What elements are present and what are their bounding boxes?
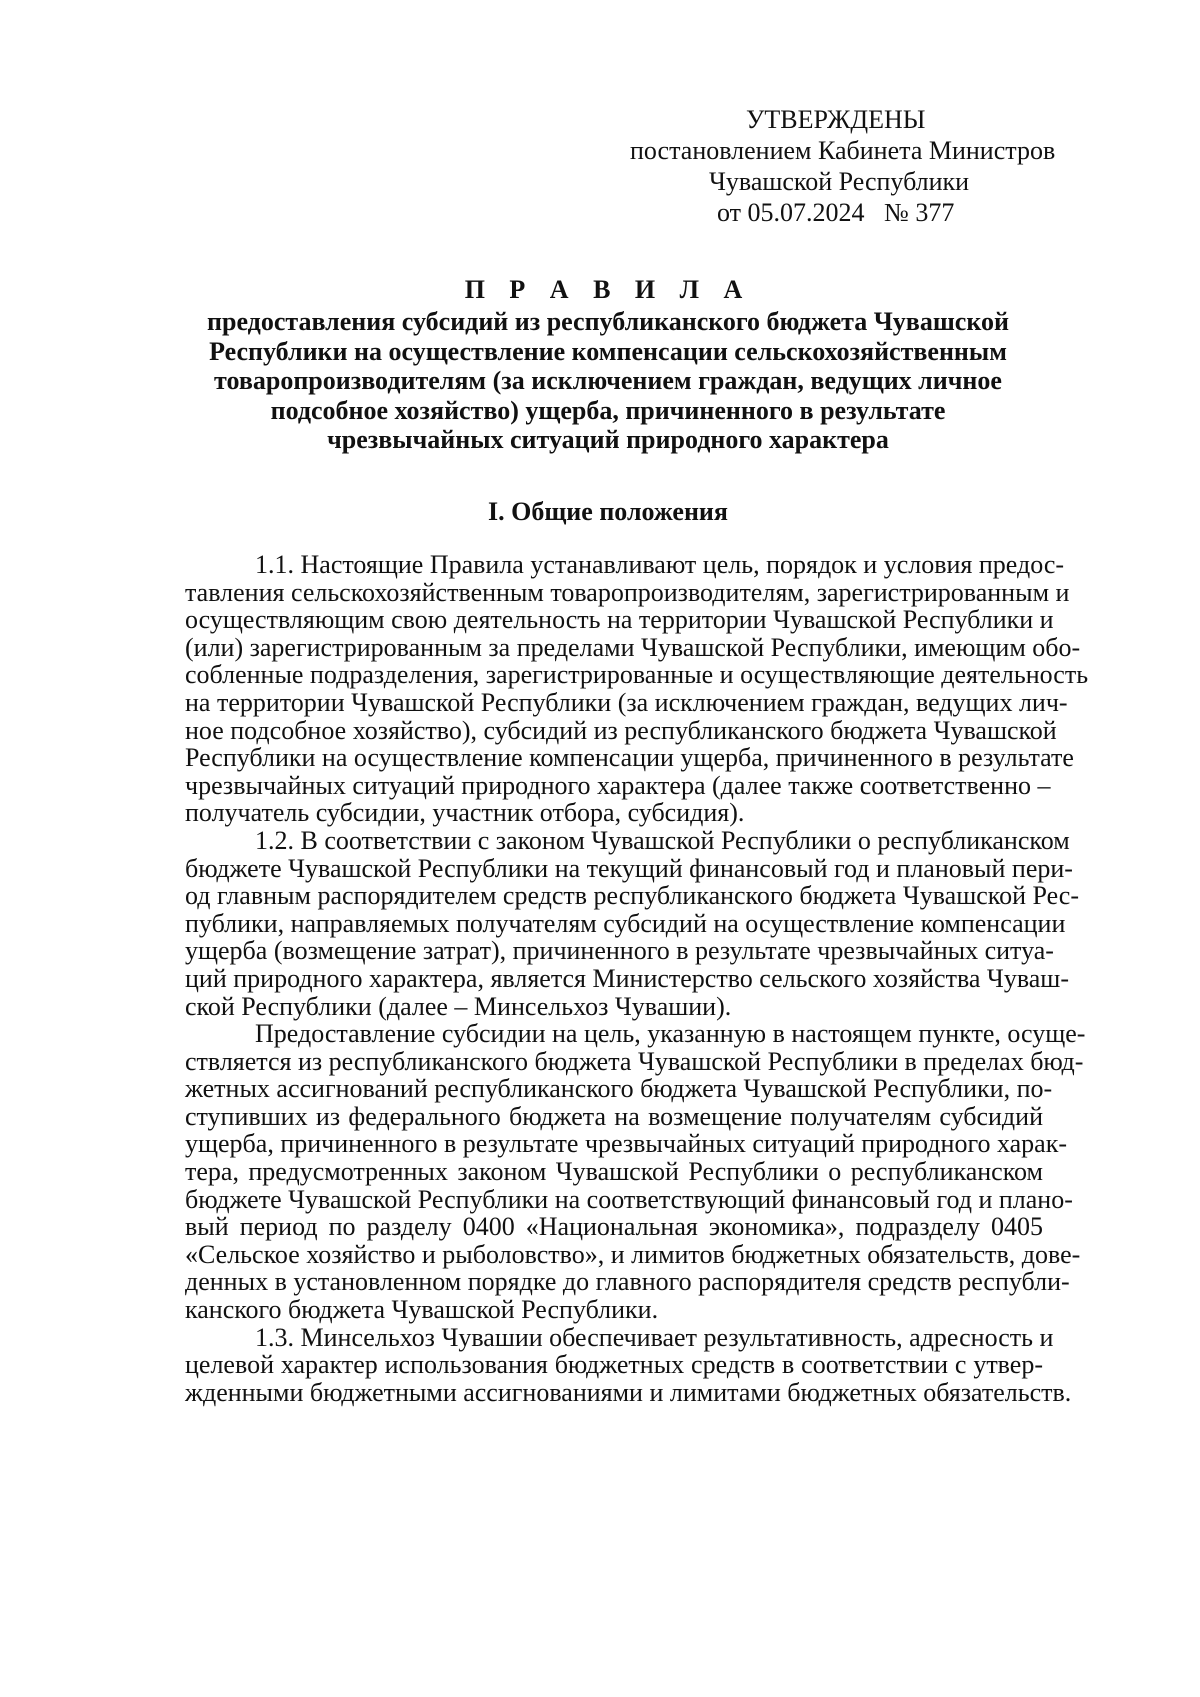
title-main: П Р А В И Л А: [464, 275, 752, 304]
paragraph-1-1: [185, 550, 1089, 828]
approval-line: Чувашской Республики: [709, 167, 970, 196]
text-line: 1.1. Настоящие Правила устанавливают цель, порядок и условия предос-: [255, 550, 1065, 579]
text-line: на территории Чувашской Республики (за исключением граждан, ведущих лич-: [185, 687, 1068, 717]
section-heading: I. Общие положения: [488, 497, 728, 526]
text-line: ступивших из федерального бюджета на возмещение получателям субсидий: [185, 1101, 1043, 1131]
text-line: ущерба, причиненного в результате чрезвычайных ситуаций природного харак-: [185, 1129, 1067, 1159]
title-subtitle: [150, 307, 1066, 455]
approval-line: постановлением Кабинета Министров: [630, 136, 1056, 165]
text-line: целевой характер использования бюджетных средств в соответствии с утвер-: [185, 1350, 1043, 1380]
text-line: ций природного характера, является Министерство сельского хозяйства Чуваш-: [185, 963, 1069, 993]
text-line: Республики на осуществление компенсации ущерба, причиненного в результате: [185, 743, 1074, 773]
text-line: ствляется из республиканского бюджета Чувашской Республики в пределах бюд-: [185, 1046, 1084, 1076]
text-line: 1.3. Минсельхоз Чувашии обеспечивает результативность, адресность и: [255, 1322, 1054, 1352]
approval-date-number: от 05.07.2024 № 377: [717, 198, 955, 227]
text-line: Предоставление субсидии на цель, указанную в настоящем пункте, осуще-: [255, 1019, 1086, 1049]
text-line: тера, предусмотренных законом Чувашской Республики о республиканском: [185, 1157, 1043, 1187]
title-subtitle-line: подсобное хозяйство) ущерба, причиненного в результате: [270, 395, 946, 425]
text-line: денных в установленном порядке до главного распорядителя средств республи-: [185, 1267, 1070, 1297]
text-line: жетных ассигнований республиканского бюджета Чувашской Республики, по-: [185, 1074, 1053, 1104]
text-line: «Сельское хозяйство и рыболовство», и лимитов бюджетных обязательств, дове-: [185, 1239, 1081, 1269]
approval-stamp: [630, 104, 1130, 228]
text-line: бюджете Чувашской Республики на текущий финансовый год и плановый пери-: [185, 853, 1073, 883]
text-line: од главным распорядителем средств республиканского бюджета Чувашской Рес-: [185, 881, 1079, 911]
paragraph-1-2: [185, 825, 1079, 1021]
title-subtitle-line: чрезвычайных ситуаций природного характера: [327, 425, 889, 454]
text-line: 1.2. В соответствии с законом Чувашской Республики о республиканском: [255, 825, 1070, 855]
text-line: чрезвычайных ситуаций природного характера (далее также соответственно –: [185, 770, 1051, 800]
document-body: [185, 550, 1089, 1407]
text-line: жденными бюджетными ассигнованиями и лимитами бюджетных обязательств.: [185, 1377, 1072, 1407]
paragraph-1-3: [185, 1322, 1072, 1407]
title-subtitle-line: товаропроизводителям (за исключением граждан, ведущих личное: [214, 366, 1002, 395]
text-line: канского бюджета Чувашской Республики.: [185, 1295, 659, 1325]
document-title: [150, 274, 1066, 455]
text-line: ущерба (возмещение затрат), причиненного в результате чрезвычайных ситуа-: [185, 936, 1054, 966]
text-line: ской Республики (далее – Минсельхоз Чувашии).: [185, 991, 732, 1021]
paragraph-1-2-continued: [185, 1019, 1086, 1325]
text-line: публики, направляемых получателям субсидий на осуществление компенсации: [185, 908, 1066, 938]
text-line: (или) зарегистрированным за пределами Чувашской Республики, имеющим обо-: [185, 632, 1081, 662]
approval-heading: УТВЕРЖДЕНЫ: [746, 105, 926, 134]
title-subtitle-line: Республики на осуществление компенсации сельскохозяйственным: [209, 336, 1007, 366]
title-subtitle-line: предоставления субсидий из республиканского бюджета Чувашской: [207, 307, 1009, 336]
text-line: бюджете Чувашской Республики на соответствующий финансовый год и плано-: [185, 1184, 1073, 1214]
text-line: тавления сельскохозяйственным товаропроизводителям, зарегистрированным и: [185, 577, 1070, 607]
text-line: ное подсобное хозяйство), субсидий из республиканского бюджета Чувашской: [185, 715, 1057, 745]
text-line: вый период по разделу 0400 «Национальная экономика», подразделу 0405: [185, 1212, 1043, 1242]
text-line: получатель субсидии, участник отбора, субсидия).: [185, 798, 745, 828]
text-line: собленные подразделения, зарегистрированные и осуществляющие деятельность: [185, 660, 1089, 690]
text-line: осуществляющим свою деятельность на территории Чувашской Республики и: [185, 605, 1054, 635]
